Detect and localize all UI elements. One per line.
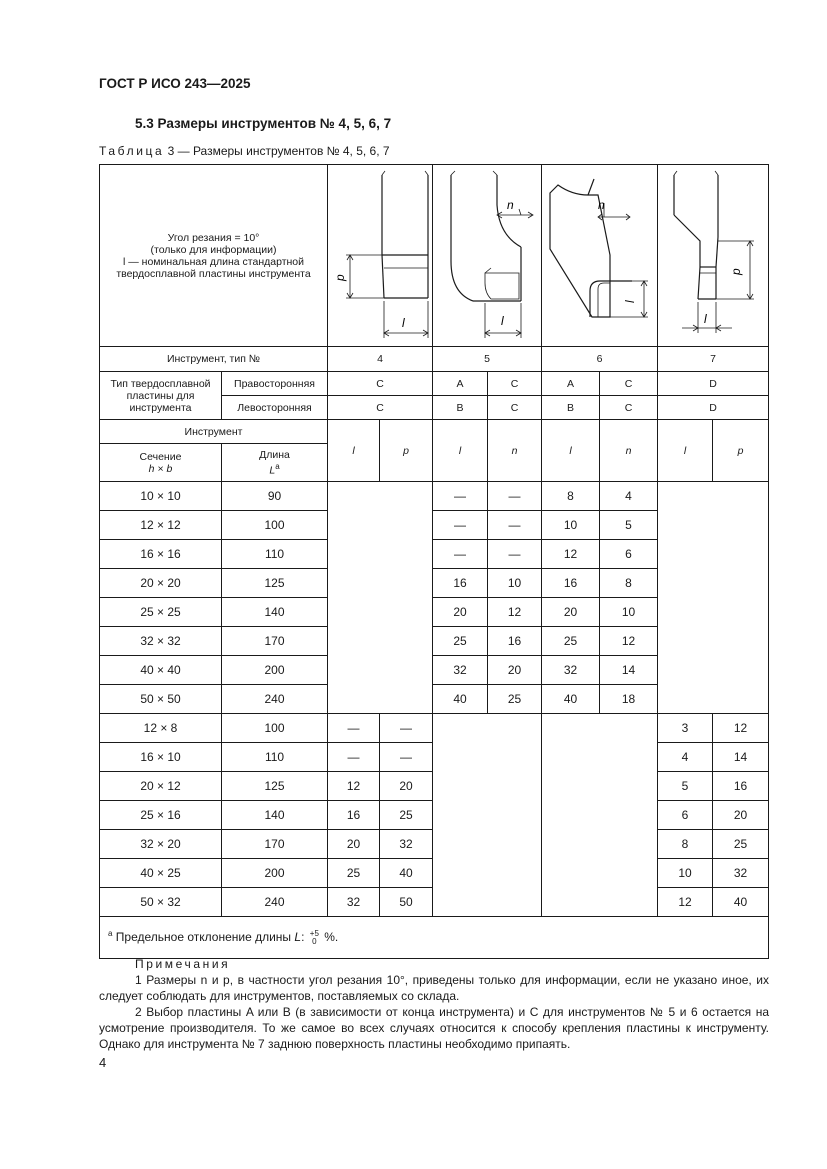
length-value: 125	[222, 569, 328, 598]
tool-7-l-value: 4	[658, 743, 713, 772]
tool-5-l-value: 25	[433, 627, 488, 656]
tool-7-figure-cell	[658, 165, 769, 347]
document-header: ГОСТ Р ИСО 243—2025	[99, 76, 251, 91]
footnote-mark: a	[108, 929, 113, 939]
tool-5-l-value: 32	[433, 656, 488, 685]
tool-5-l-label: l	[501, 314, 504, 328]
tool-4-p-value: —	[380, 743, 433, 772]
tool-4-blank	[328, 482, 433, 714]
tool-7-p-value: 20	[713, 801, 769, 830]
tool-5-n-value: 12	[488, 598, 542, 627]
tool-7-p-value: 16	[713, 772, 769, 801]
section-value: 50 × 50	[100, 685, 222, 714]
page-number: 4	[99, 1055, 107, 1070]
tool-6-n-value: 8	[600, 569, 658, 598]
footnote-var: L	[294, 930, 302, 945]
tool-7-p-value: 32	[713, 859, 769, 888]
tool-5-l-value: 40	[433, 685, 488, 714]
right-plate-5a: A	[433, 372, 488, 396]
footnote-row	[100, 917, 769, 959]
tool-5-l-value: 16	[433, 569, 488, 598]
tool-6-n-value: 12	[600, 627, 658, 656]
tool-5-n-value: —	[488, 511, 542, 540]
section-value: 40 × 25	[100, 859, 222, 888]
tool-6-blank	[542, 714, 658, 917]
tool-6-n-value: 4	[600, 482, 658, 511]
dim-header-4-p: p	[380, 420, 433, 482]
right-plate-5c: C	[488, 372, 542, 396]
table-caption	[99, 144, 390, 158]
instrument-header-row	[100, 420, 769, 444]
tool-7-p-value: 14	[713, 743, 769, 772]
instrument-label: Инструмент	[100, 420, 328, 444]
footnote-colon: :	[301, 930, 305, 945]
tool-5-n-value: —	[488, 540, 542, 569]
tool-4-l-label: l	[402, 316, 405, 330]
note-1: 1 Размеры n и p, в частности угол резания 10°, приведены только для информации, если не указано иное, их следует соблюдать для инструментов, поставляемых со склада.	[99, 973, 769, 1003]
notes-block	[99, 956, 769, 1052]
dim-header-5-n: n	[488, 420, 542, 482]
length-value: 125	[222, 772, 328, 801]
section-value: 25 × 16	[100, 801, 222, 830]
tool-6-l-value: 40	[542, 685, 600, 714]
tool-7-p-value: 40	[713, 888, 769, 917]
section-title: 5.3 Размеры инструментов № 4, 5, 6, 7	[135, 116, 392, 131]
tool-6-l-value: 10	[542, 511, 600, 540]
length-value: 110	[222, 540, 328, 569]
length-header-sub: L	[269, 464, 276, 477]
footnote-tolerance	[310, 930, 319, 946]
section-header	[100, 444, 222, 482]
tool-5-l-value: —	[433, 540, 488, 569]
tool-7-l-label: l	[704, 312, 707, 326]
dim-header-6-n: n	[600, 420, 658, 482]
tool-4-p-value: 40	[380, 859, 433, 888]
left-plate-6b: B	[542, 396, 600, 420]
length-header-label: Длина	[259, 448, 290, 461]
plate-type-label: Тип твердосплавной пластины для инструмента	[100, 372, 222, 420]
intro-line-4: твердосплавной пластины инструмента	[116, 267, 311, 280]
tool-type-7: 7	[658, 347, 769, 372]
tool-type-4: 4	[328, 347, 433, 372]
tool-7-l-value: 10	[658, 859, 713, 888]
tool-7-l-value: 8	[658, 830, 713, 859]
length-value: 240	[222, 888, 328, 917]
tool-6-n-value: 10	[600, 598, 658, 627]
notes-title: Примечания	[135, 957, 231, 971]
note-2: 2 Выбор пластины A или B (в зависимости от конца инструмента) и C для инструментов № 5 и 6 остается на усмотрение производителя. То же самое во всех случаях относится к способу крепления пластины к инструменту. Однако для инструмента № 7 заднюю поверхность пластины необходимо припаять.	[99, 1005, 769, 1051]
tool-6-l-value: 20	[542, 598, 600, 627]
tool-7-p-value: 12	[713, 714, 769, 743]
tool-4-p-value: 20	[380, 772, 433, 801]
dimensions-table	[99, 164, 769, 959]
tool-6-n-value: 14	[600, 656, 658, 685]
tool-type-5: 5	[433, 347, 542, 372]
tool-6-l-value: 25	[542, 627, 600, 656]
section-value: 16 × 10	[100, 743, 222, 772]
tool-4-p-value: 50	[380, 888, 433, 917]
left-plate-5c: C	[488, 396, 542, 420]
tool-6-n-value: 5	[600, 511, 658, 540]
tool-7-p-value: 25	[713, 830, 769, 859]
rect-sections	[100, 714, 769, 917]
length-value: 240	[222, 685, 328, 714]
section-value: 16 × 16	[100, 540, 222, 569]
tool-4-l-value: 16	[328, 801, 380, 830]
footnote-cell	[100, 917, 769, 959]
square-sections	[100, 482, 769, 714]
tool-6-n-value: 18	[600, 685, 658, 714]
tool-5-figure	[433, 165, 541, 343]
intro-cell	[100, 165, 328, 347]
section-value: 20 × 20	[100, 569, 222, 598]
section-value: 40 × 40	[100, 656, 222, 685]
tool-6-l-value: 32	[542, 656, 600, 685]
tool-5-n-label: n	[507, 198, 514, 212]
section-value: 10 × 10	[100, 482, 222, 511]
tool-6-n-value: 6	[600, 540, 658, 569]
left-plate-7: D	[658, 396, 769, 420]
tool-4-l-value: 20	[328, 830, 380, 859]
length-header-sup: a	[275, 461, 280, 471]
intro-line-1: Угол резания = 10°	[167, 231, 260, 244]
tool-5-n-value: —	[488, 482, 542, 511]
tool-7-l-value: 12	[658, 888, 713, 917]
table-row	[100, 482, 769, 511]
section-value: 12 × 12	[100, 511, 222, 540]
table-row	[100, 714, 769, 743]
tool-6-l-label: l	[623, 300, 638, 303]
left-hand-label: Левосторонняя	[222, 396, 328, 420]
tool-5-blank	[433, 714, 542, 917]
dim-header-7-l: l	[658, 420, 713, 482]
tool-4-p-value: —	[380, 714, 433, 743]
tool-5-n-value: 16	[488, 627, 542, 656]
length-value: 200	[222, 656, 328, 685]
tool-4-l-value: —	[328, 743, 380, 772]
section-value: 32 × 20	[100, 830, 222, 859]
tool-7-figure	[658, 165, 768, 343]
right-plate-row	[100, 372, 769, 396]
tool-4-p-label: p	[333, 274, 348, 281]
tool-5-l-value: —	[433, 482, 488, 511]
tool-6-n-label: n	[598, 198, 605, 212]
intro-line-3: l — номинальная длина стандартной	[123, 255, 305, 268]
length-header	[222, 444, 328, 482]
tool-7-l-value: 3	[658, 714, 713, 743]
section-header-label: Сечение	[139, 450, 182, 463]
tool-6-figure-cell	[542, 165, 658, 347]
section-value: 20 × 12	[100, 772, 222, 801]
length-value: 200	[222, 859, 328, 888]
tolerance-upper: +5	[309, 928, 319, 938]
length-value: 100	[222, 714, 328, 743]
dim-header-4-l: l	[328, 420, 380, 482]
tool-6-l-value: 8	[542, 482, 600, 511]
tool-4-p-value: 25	[380, 801, 433, 830]
tool-7-p-label: p	[729, 268, 744, 275]
right-plate-6a: A	[542, 372, 600, 396]
tool-6-l-value: 16	[542, 569, 600, 598]
length-value: 100	[222, 511, 328, 540]
section-header-sub: h × b	[148, 462, 173, 475]
tool-5-l-value: —	[433, 511, 488, 540]
tool-4-figure-cell	[328, 165, 433, 347]
tool-5-n-value: 20	[488, 656, 542, 685]
tool-type-row	[100, 347, 769, 372]
tool-4-l-value: 12	[328, 772, 380, 801]
tool-4-l-value: 32	[328, 888, 380, 917]
tool-4-l-value: 25	[328, 859, 380, 888]
caption-text: 3 — Размеры инструментов № 4, 5, 6, 7	[164, 144, 390, 158]
tool-type-label: Инструмент, тип №	[100, 347, 328, 372]
caption-label: Таблица	[99, 144, 165, 158]
tool-4-figure	[328, 165, 432, 343]
dim-header-5-l: l	[433, 420, 488, 482]
tool-5-n-value: 25	[488, 685, 542, 714]
tool-5-l-value: 20	[433, 598, 488, 627]
section-value: 25 × 25	[100, 598, 222, 627]
tool-6-l-value: 12	[542, 540, 600, 569]
left-plate-4: C	[328, 396, 433, 420]
tool-4-l-value: —	[328, 714, 380, 743]
footnote-end: %.	[320, 930, 339, 945]
length-value: 170	[222, 830, 328, 859]
section-value: 50 × 32	[100, 888, 222, 917]
tool-7-blank	[658, 482, 769, 714]
tool-5-n-value: 10	[488, 569, 542, 598]
left-plate-6c: C	[600, 396, 658, 420]
right-plate-7: D	[658, 372, 769, 396]
tool-4-p-value: 32	[380, 830, 433, 859]
length-value: 140	[222, 801, 328, 830]
tool-type-6: 6	[542, 347, 658, 372]
left-plate-5b: B	[433, 396, 488, 420]
intro-line-2: (только для информации)	[150, 243, 277, 256]
tolerance-lower: 0	[312, 936, 317, 946]
right-plate-4: C	[328, 372, 433, 396]
section-value: 12 × 8	[100, 714, 222, 743]
length-value: 90	[222, 482, 328, 511]
length-value: 170	[222, 627, 328, 656]
right-plate-6c: C	[600, 372, 658, 396]
section-value: 32 × 32	[100, 627, 222, 656]
right-hand-label: Правосторонняя	[222, 372, 328, 396]
length-value: 110	[222, 743, 328, 772]
length-value: 140	[222, 598, 328, 627]
tool-7-l-value: 6	[658, 801, 713, 830]
tool-6-figure	[542, 165, 658, 343]
footnote-text: Предельное отклонение длины	[115, 930, 295, 945]
tool-7-l-value: 5	[658, 772, 713, 801]
tool-5-figure-cell	[433, 165, 542, 347]
dim-header-6-l: l	[542, 420, 600, 482]
dim-header-7-p: p	[713, 420, 769, 482]
